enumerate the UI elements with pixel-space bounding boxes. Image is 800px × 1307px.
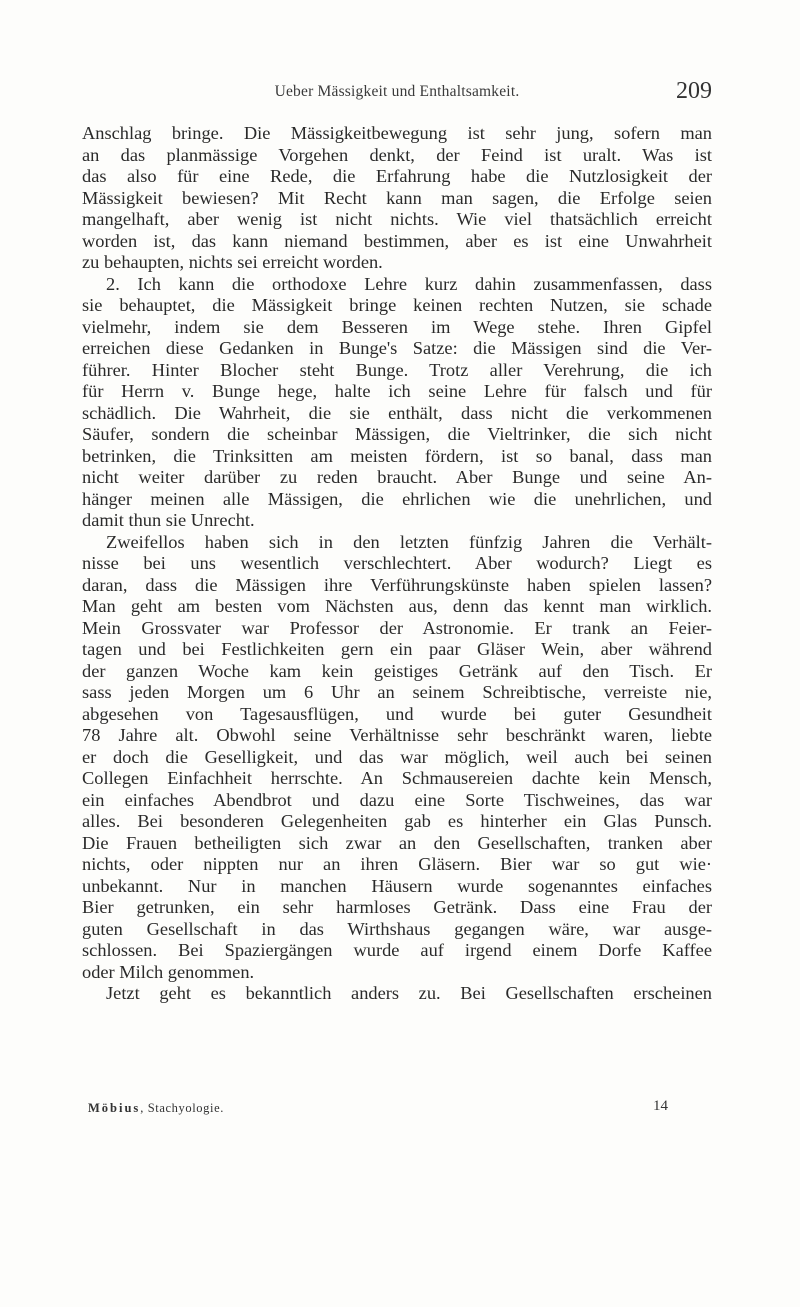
text-line: Mässigkeit bewiesen? Mit Recht kann man sagen, die Erfolge seien: [82, 187, 712, 208]
text-line: vielmehr, indem sie dem Besseren im Wege stehe. Ihren Gipfel: [82, 316, 712, 337]
text-line: nicht weiter darüber zu reden braucht. Aber Bunge und seine An-: [82, 467, 712, 487]
text-line: zu behaupten, nichts sei erreicht worden.: [82, 252, 383, 272]
text-line: Die Frauen betheiligten sich zwar an den Gesellschaften, tranken aber: [82, 832, 712, 853]
paragraph-start-line: Jetzt geht es bekanntlich anders zu. Bei Gesellschaften erscheinen: [106, 983, 712, 1003]
text-line: worden ist, das kann niemand bestimmen, aber es ist eine Unwahrheit: [82, 230, 712, 251]
text-line: daran, dass die Mässigen ihre Verführungskünste haben spielen lassen?: [82, 574, 712, 595]
text-line: 78 Jahre alt. Obwohl seine Verhältnisse sehr beschränkt waren, liebte: [82, 725, 712, 745]
text-line: Säufer, sondern die scheinbar Mässigen, die Vieltrinker, die sich nicht: [82, 424, 712, 444]
sheet-number: 14: [653, 1098, 668, 1114]
text-line: das also für eine Rede, die Erfahrung habe die Nutzlosigkeit der: [82, 166, 712, 186]
text-line: mangelhaft, aber wenig ist nicht nichts. Wie viel thatsächlich erreicht: [82, 209, 712, 229]
text-line: Bier getrunken, ein sehr harmloses Getränk. Dass eine Frau der: [82, 897, 712, 917]
text-line: sass jeden Morgen um 6 Uhr an seinem Schreibtische, verreiste nie,: [82, 682, 712, 702]
signature-title: , Stachyologie.: [140, 1101, 224, 1115]
body-text: [82, 123, 712, 1005]
text-line: guten Gesellschaft in das Wirthshaus gegangen wäre, war ausge-: [82, 918, 712, 939]
text-line: hänger meinen alle Mässigen, die ehrlichen wie die unehrlichen, und: [82, 488, 712, 509]
text-line: der ganzen Woche kam kein geistiges Getränk auf den Tisch. Er: [82, 660, 712, 681]
printer-signature: [88, 1101, 224, 1116]
text-line: nichts, oder nippten nur an ihren Gläsern. Bier war so gut wie·: [82, 854, 712, 874]
signature-footer: [88, 1098, 668, 1121]
running-title: Ueber Mässigkeit und Enthaltsamkeit.: [274, 83, 520, 100]
text-line: schädlich. Die Wahrheit, die sie enthält, dass nicht die verkommenen: [82, 402, 712, 423]
paragraph-start-line: 2. Ich kann die orthodoxe Lehre kurz dahin zusammenfassen, dass: [106, 273, 712, 294]
paragraph-start-line: Zweifellos haben sich in den letzten fünfzig Jahren die Verhält-: [106, 531, 712, 552]
running-header: [82, 78, 712, 112]
signature-author: Möbius: [88, 1101, 141, 1115]
text-line: erreichen diese Gedanken in Bunge's Satze: die Mässigen sind die Ver-: [82, 338, 712, 358]
page-number: 209: [676, 78, 712, 104]
text-line: Mein Grossvater war Professor der Astronomie. Er trank an Feier-: [82, 617, 712, 638]
text-line: tagen und bei Festlichkeiten gern ein paar Gläser Wein, aber während: [82, 639, 712, 659]
text-line: er doch die Geselligkeit, und das war möglich, weil auch bei seinen: [82, 746, 712, 767]
text-line: schlossen. Bei Spaziergängen wurde auf irgend einem Dorfe Kaffee: [82, 940, 712, 960]
text-line: damit thun sie Unrecht.: [82, 510, 255, 530]
text-line: Man geht am besten vom Nächsten aus, denn das kennt man wirklich.: [82, 596, 712, 616]
text-line: nisse bei uns wesentlich verschlechtert. Aber wodurch? Liegt es: [82, 553, 712, 573]
text-line: sie behauptet, die Mässigkeit bringe keinen rechten Nutzen, sie schade: [82, 295, 712, 315]
text-line: oder Milch genommen.: [82, 961, 255, 982]
text-line: ein einfaches Abendbrot und dazu eine Sorte Tischweines, das war: [82, 789, 712, 810]
text-line: betrinken, die Trinksitten am meisten fördern, ist so banal, dass man: [82, 445, 712, 466]
text-line: an das planmässige Vorgehen denkt, der Feind ist uralt. Was ist: [82, 144, 712, 165]
text-line: alles. Bei besonderen Gelegenheiten gab es hinterher ein Glas Punsch.: [82, 811, 712, 831]
text-line: Collegen Einfachheit herrschte. An Schmausereien dachte kein Mensch,: [82, 768, 712, 788]
text-line: für Herrn v. Bunge hege, halte ich seine Lehre für falsch und für: [82, 381, 712, 401]
text-line: unbekannt. Nur in manchen Häusern wurde sogenanntes einfaches: [82, 875, 712, 896]
text-line: Anschlag bringe. Die Mässigkeitbewegung ist sehr jung, sofern man: [82, 123, 712, 143]
text-line: führer. Hinter Blocher steht Bunge. Trotz aller Verehrung, die ich: [82, 359, 712, 380]
text-line: abgesehen von Tagesausflügen, und wurde bei guter Gesundheit: [82, 703, 712, 724]
